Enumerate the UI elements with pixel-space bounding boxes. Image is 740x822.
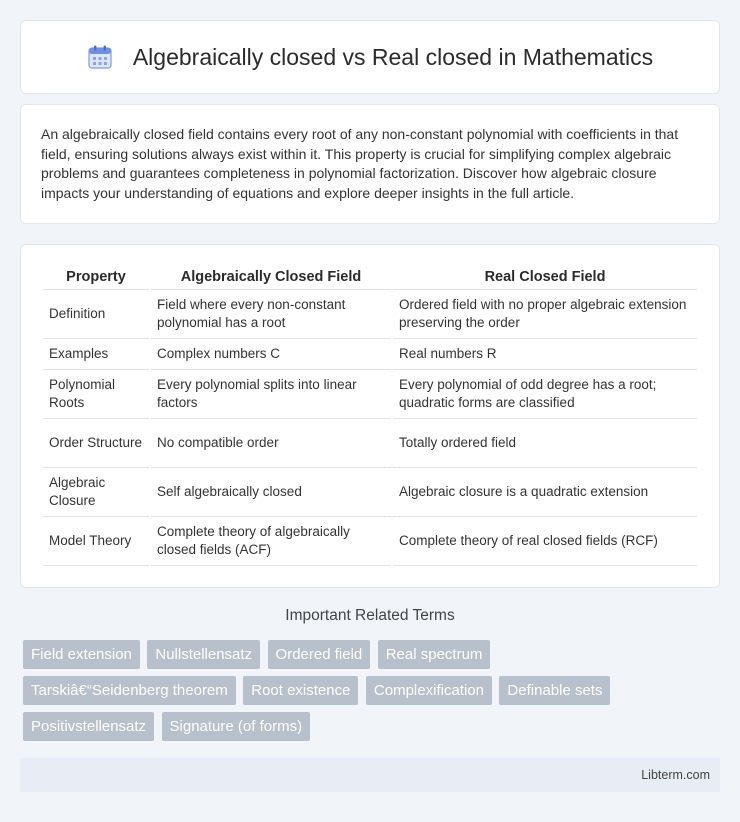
table-row [43, 370, 697, 419]
table-cell: Definition [43, 290, 149, 339]
table-cell: Complex numbers C [151, 339, 391, 370]
table-cell: Complete theory of real closed fields (RCF) [393, 517, 697, 566]
table-row [43, 290, 697, 339]
table-row [43, 517, 697, 566]
footer [20, 758, 720, 792]
footer-brand[interactable]: Libterm.com [641, 768, 710, 782]
header-card [20, 20, 720, 94]
table-row [43, 419, 697, 468]
table-cell: Ordered field with no proper algebraic extension preserving the order [393, 290, 697, 339]
table-cell: No compatible order [151, 419, 391, 468]
tag-signature-of-forms[interactable]: Signature (of forms) [162, 712, 311, 741]
comparison-table-card [20, 244, 720, 588]
table-cell: Algebraic closure is a quadratic extension [393, 468, 697, 517]
table-cell: Model Theory [43, 517, 149, 566]
table-cell: Every polynomial splits into linear factors [151, 370, 391, 419]
page-title: Algebraically closed vs Real closed in Mathematics [132, 43, 654, 70]
tag-complexification[interactable]: Complexification [366, 676, 492, 705]
intro-card [20, 104, 720, 224]
tag-tarski-seidenberg-theorem[interactable]: Tarskiâ€“Seidenberg theorem [23, 676, 236, 705]
column-header: Real Closed Field [393, 265, 697, 290]
tag-ordered-field[interactable]: Ordered field [268, 640, 371, 669]
intro-text: An algebraically closed field contains every root of any non-constant polynomial with coefficients in that field, ensuring solutions always exist within it. This property is crucial for simplifying complex algebraic problems and guarantees completeness in polynomial factorization. Discover how algebraic closure impacts your understanding of equations and explore deeper insights in the full article. [41, 126, 679, 201]
table-cell: Complete theory of algebraically closed fields (ACF) [151, 517, 391, 566]
table-row [43, 468, 697, 517]
tag-definable-sets[interactable]: Definable sets [499, 676, 610, 705]
table-cell: Examples [43, 339, 149, 370]
tag-field-extension[interactable]: Field extension [23, 640, 140, 669]
table-cell: Every polynomial of odd degree has a root; quadratic forms are classified [393, 370, 697, 419]
table-cell: Self algebraically closed [151, 468, 391, 517]
related-terms-list [23, 640, 723, 748]
related-terms-title: Important Related Terms [285, 607, 455, 624]
table-row [43, 339, 697, 370]
tag-root-existence[interactable]: Root existence [243, 676, 358, 705]
table-cell: Totally ordered field [393, 419, 697, 468]
calendar-icon [87, 44, 113, 70]
column-header: Property [43, 265, 149, 290]
tag-nullstellensatz[interactable]: Nullstellensatz [147, 640, 260, 669]
tag-real-spectrum[interactable]: Real spectrum [378, 640, 491, 669]
table-cell: Algebraic Closure [43, 468, 149, 517]
table-cell: Field where every non-constant polynomial has a root [151, 290, 391, 339]
tag-positivstellensatz[interactable]: Positivstellensatz [23, 712, 154, 741]
table-header-row [43, 265, 697, 290]
comparison-table [41, 265, 699, 566]
column-header: Algebraically Closed Field [151, 265, 391, 290]
table-cell: Polynomial Roots [43, 370, 149, 419]
table-cell: Real numbers R [393, 339, 697, 370]
table-cell: Order Structure [43, 419, 149, 468]
